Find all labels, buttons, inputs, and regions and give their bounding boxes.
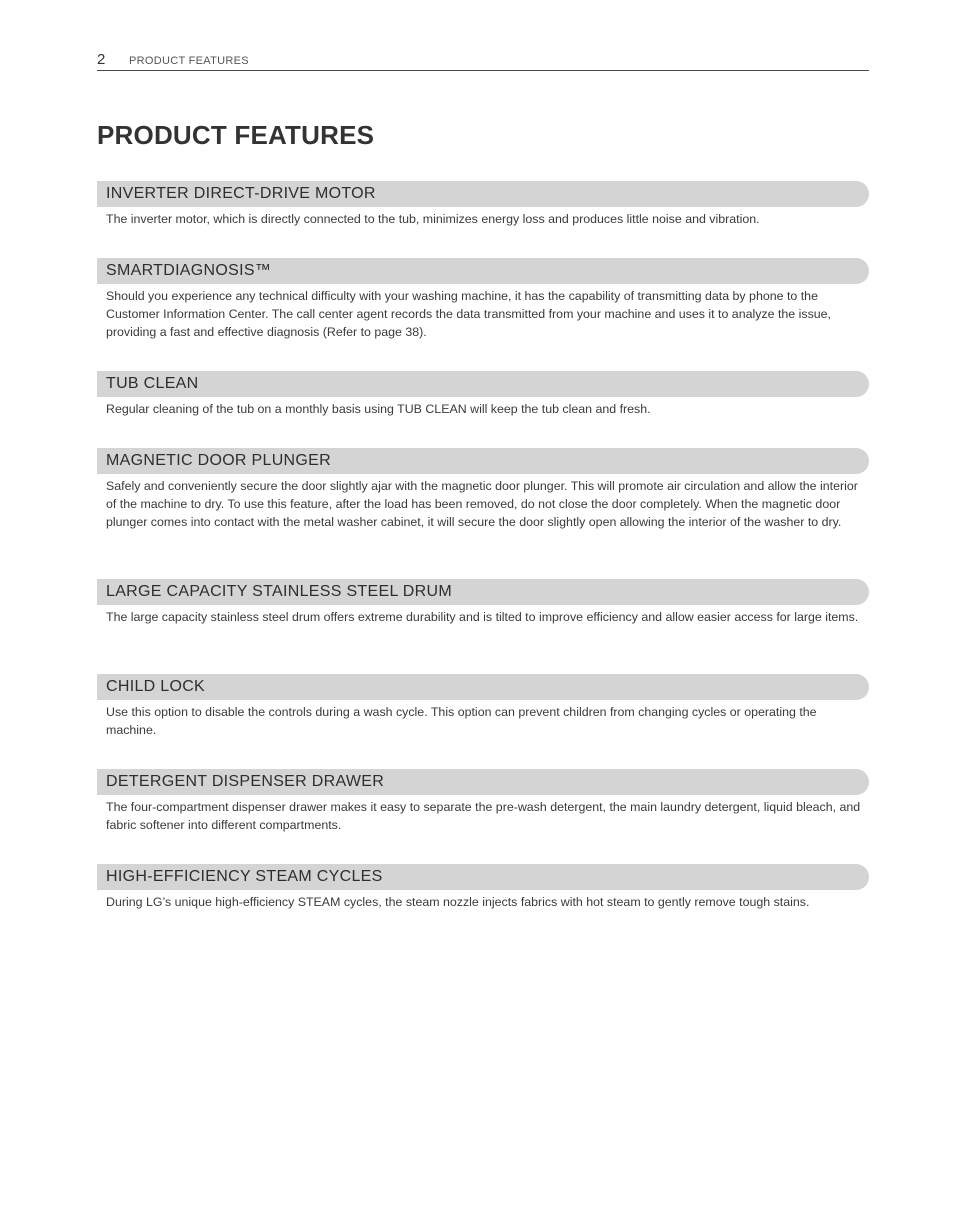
feature-heading: LARGE CAPACITY STAINLESS STEEL DRUM (97, 579, 869, 605)
feature-description: The large capacity stainless steel drum offers extreme durability and is tilted to improve efficiency and allow easier access for large items. (106, 610, 859, 624)
feature-heading: MAGNETIC DOOR PLUNGER (97, 448, 869, 474)
feature-magnetic-door-plunger (97, 448, 869, 579)
feature-child-lock (97, 674, 869, 769)
feature-heading: CHILD LOCK (97, 674, 869, 700)
running-title: PRODUCT FEATURES (129, 55, 249, 67)
feature-heading: HIGH-EFFICIENCY STEAM CYCLES (97, 864, 869, 890)
feature-description: Use this option to disable the controls during a wash cycle. This option can prevent children from changing cycles or operating the machine. (106, 705, 817, 737)
page-title: PRODUCT FEATURES (97, 120, 375, 150)
feature-description: Should you experience any technical difficulty with your washing machine, it has the capability of transmitting data by phone to the Customer Information Center. The call center agent records the data transmitted from your machine and uses it to analyze the issue, providing a fast and effective diagnosis (Refer to page 38). (106, 289, 831, 339)
feature-description: During LG’s unique high-efficiency STEAM cycles, the steam nozzle injects fabrics with hot steam to gently remove tough stains. (106, 895, 810, 909)
feature-list (97, 181, 869, 959)
feature-heading: TUB CLEAN (97, 371, 869, 397)
feature-description: Regular cleaning of the tub on a monthly basis using TUB CLEAN will keep the tub clean and fresh. (106, 402, 651, 416)
feature-inverter-direct-drive-motor (97, 181, 869, 258)
feature-detergent-dispenser-drawer (97, 769, 869, 864)
feature-description: The four-compartment dispenser drawer makes it easy to separate the pre-wash detergent, the main laundry detergent, liquid bleach, and fabric softener into different compartments. (106, 800, 861, 832)
feature-heading: DETERGENT DISPENSER DRAWER (97, 769, 869, 795)
feature-description: Safely and conveniently secure the door slightly ajar with the magnetic door plunger. This will promote air circulation and allow the interior of the machine to dry. To use this feature, after the load has been removed, do not close the door completely. When the magnetic door plunger comes into contact with the metal washer cabinet, it will secure the door slightly open allowing the interior of the washer to dry. (106, 479, 858, 529)
feature-heading: INVERTER DIRECT-DRIVE MOTOR (97, 181, 869, 207)
page-number: 2 (97, 51, 106, 68)
feature-heading: SMARTDIAGNOSIS™ (97, 258, 869, 284)
feature-large-capacity-drum (97, 579, 869, 674)
feature-tub-clean (97, 371, 869, 448)
feature-high-efficiency-steam-cycles (97, 864, 869, 959)
feature-smartdiagnosis (97, 258, 869, 371)
feature-description: The inverter motor, which is directly connected to the tub, minimizes energy loss and produces little noise and vibration. (106, 212, 760, 226)
page-header (97, 50, 869, 71)
